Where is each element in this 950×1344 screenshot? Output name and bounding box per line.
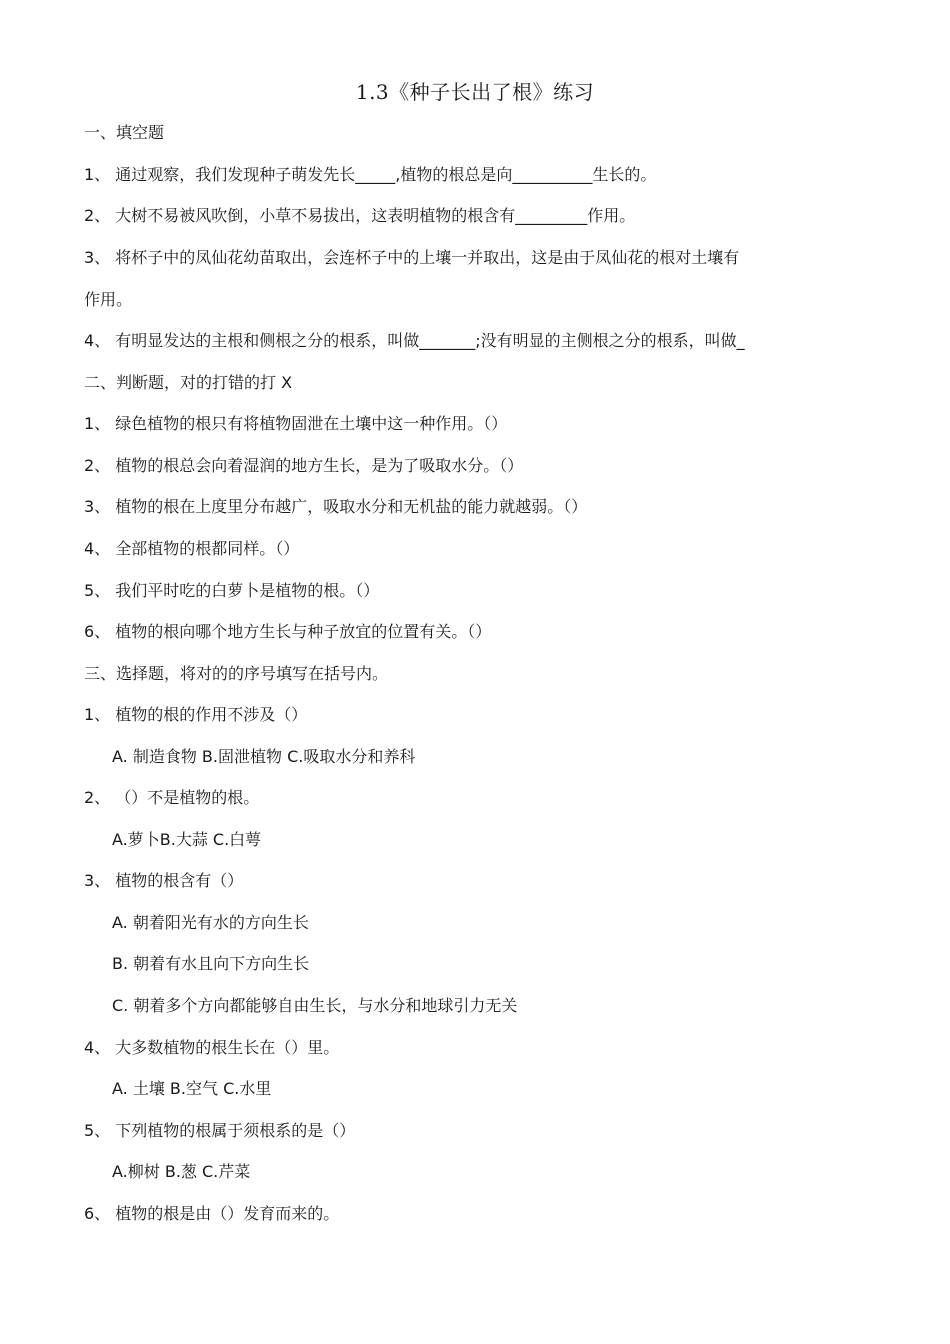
page-title: 1.3《种子长出了根》练习 [355, 80, 595, 104]
fill-in-question-2: 2、 大树不易被风吹倒，小草不易拔出，这表明植物的根含有_________作用。 [84, 206, 636, 225]
choice-question-3-option-a: A. 朝着阳光有水的方向生长 [112, 913, 309, 932]
choice-question-3-option-b: B. 朝着有水且向下方向生长 [112, 954, 310, 973]
choice-question-6: 6、 植物的根是由（）发育而来的。 [84, 1204, 340, 1223]
true-false-question-2: 2、 植物的根总会向着湿润的地方生长，是为了吸取水分。（） [84, 456, 524, 475]
choice-question-3-option-c: C. 朝着多个方向都能够自由生长，与水分和地球引力无关 [112, 996, 518, 1015]
choice-question-3: 3、 植物的根含有（） [84, 871, 244, 890]
fill-in-question-3: 3、 将杯子中的凤仙花幼苗取出，会连杯子中的上壤一并取出，这是由于凤仙花的根对土壤有 [84, 248, 740, 267]
choice-question-2-options: A.萝卜B.大蒜 C.白萼 [112, 830, 262, 849]
choice-question-2: 2、 （）不是植物的根。 [84, 788, 260, 807]
fill-in-question-1: 1、 通过观察，我们发现种子萌发先长_____,植物的根总是向__________生长的。 [84, 165, 657, 184]
true-false-question-6: 6、 植物的根向哪个地方生长与种子放宜的位置有关。（） [84, 622, 492, 641]
choice-question-5-options: A.柳树 B.葱 C.芹菜 [112, 1162, 251, 1181]
section-heading-true-false: 二、判断题，对的打错的打 X [84, 373, 293, 392]
section-heading-multiple-choice: 三、选择题，将对的的序号填写在括号内。 [84, 664, 389, 683]
choice-question-1-options: A. 制造食物 B.固泄植物 C.吸取水分和养科 [112, 747, 416, 766]
section-heading-fill-in: 一、填空题 [84, 123, 165, 142]
choice-question-4: 4、 大多数植物的根生长在（）里。 [84, 1038, 340, 1057]
fill-in-question-3-continued: 作用。 [84, 290, 133, 309]
true-false-question-1: 1、 绿色植物的根只有将植物固泄在土壤中这一种作用。（） [84, 414, 508, 433]
true-false-question-3: 3、 植物的根在上度里分布越广，吸取水分和无机盐的能力就越弱。（） [84, 497, 588, 516]
choice-question-5: 5、 下列植物的根属于须根系的是（） [84, 1121, 356, 1140]
true-false-question-4: 4、 全部植物的根都同样。（） [84, 539, 300, 558]
fill-in-question-4: 4、 有明显发达的主根和侧根之分的根系，叫做_______;没有明显的主侧根之分的根系，叫做_ [84, 331, 745, 350]
choice-question-4-options: A. 土壤 B.空气 C.水里 [112, 1079, 272, 1098]
choice-question-1: 1、 植物的根的作用不涉及（） [84, 705, 308, 724]
true-false-question-5: 5、 我们平时吃的白萝卜是植物的根。（） [84, 581, 380, 600]
